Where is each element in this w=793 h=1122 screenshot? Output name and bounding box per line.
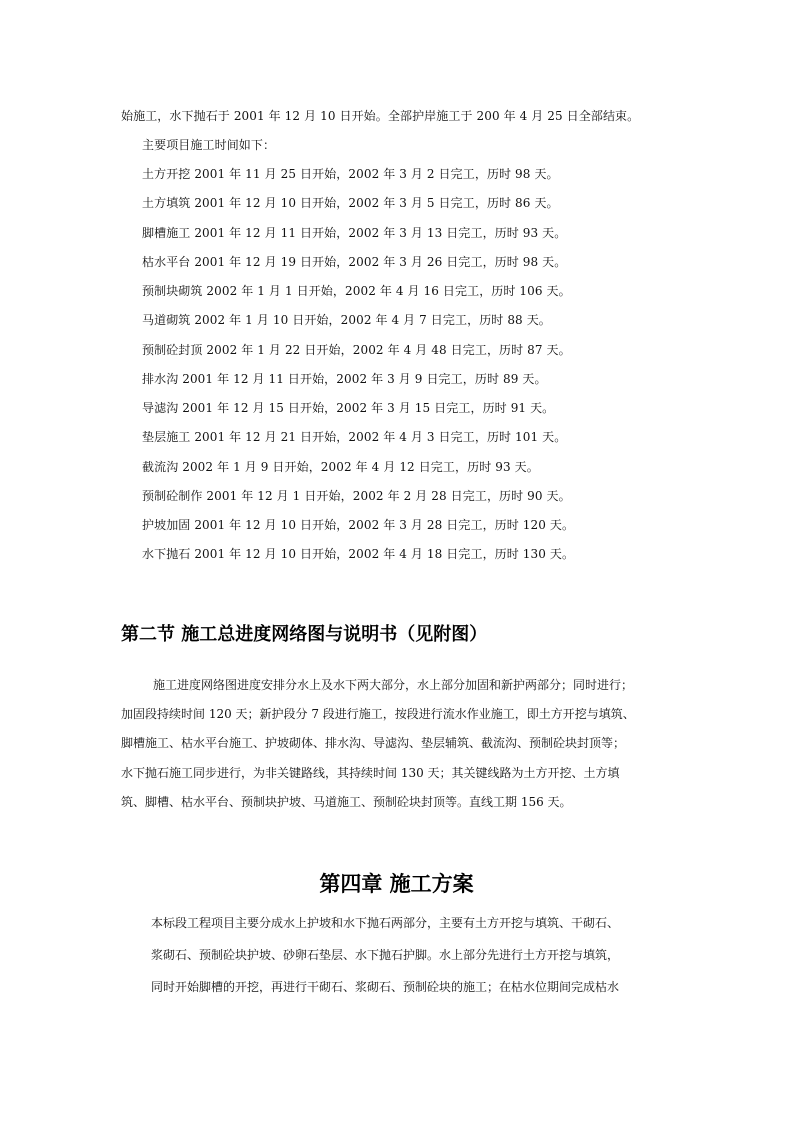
paragraph-line: 水下抛石施工同步进行，为非关键路线，其持续时间 130 天；其关键线路为土方开挖、土方填 [121, 766, 620, 780]
paragraph-line: 加固段持续时间 120 天；新护段分 7 段进行施工，按段进行流水作业施工，即土方开挖与填筑、 [121, 707, 635, 721]
schedule-item: 截流沟 2002 年 1 月 9 日开始，2002 年 4 月 12 日完工，历时 93 天。 [142, 460, 539, 474]
schedule-item: 垫层施工 2001 年 12 月 21 日开始，2002 年 4 月 3 日完工，历时 101 天。 [142, 430, 567, 444]
section-heading: 第二节 施工总进度网络图与说明书（见附图） [121, 624, 488, 645]
schedule-item: 水下抛石 2001 年 12 月 10 日开始，2002 年 4 月 18 日完工，历时 130 天。 [142, 547, 575, 561]
paragraph-line: 脚槽施工、枯水平台施工、护坡砌体、排水沟、导滤沟、垫层辅筑、截流沟、预制砼块封顶等； [121, 736, 626, 750]
intro-line-2: 主要项目施工时间如下： [142, 138, 276, 152]
schedule-item: 脚槽施工 2001 年 12 月 11 日开始，2002 年 3 月 13 日完工，历时 93 天。 [142, 226, 567, 240]
paragraph-line: 浆砌石、预制砼块护坡、砂卵石垫层、水下抛石护脚。水上部分先进行土方开挖与填筑， [151, 948, 620, 962]
schedule-item: 马道砌筑 2002 年 1 月 10 日开始，2002 年 4 月 7 日完工，历时 88 天。 [142, 313, 551, 327]
paragraph-line: 同时开始脚槽的开挖，再进行干砌石、浆砌石、预制砼块的施工；在枯水位期间完成枯水 [151, 980, 620, 994]
schedule-item: 土方填筑 2001 年 12 月 10 日开始，2002 年 3 月 5 日完工，历时 86 天。 [142, 196, 559, 210]
paragraph-line: 施工进度网络图进度安排分水上及水下两大部分，水上部分加固和新护两部分；同时进行； [153, 678, 634, 692]
schedule-item: 土方开挖 2001 年 11 月 25 日开始，2002 年 3 月 2 日完工，历时 98 天。 [142, 167, 559, 181]
schedule-item: 护坡加固 2001 年 12 月 10 日开始，2002 年 3 月 28 日完工，历时 120 天。 [142, 518, 575, 532]
schedule-item: 预制块砌筑 2002 年 1 月 1 日开始，2002 年 4 月 16 日完工，历时 106 天。 [142, 284, 571, 298]
intro-line-1: 始施工，水下抛石于 2001 年 12 月 10 日开始。全部护岸施工于 200 年 4 月 25 日全部结束。 [121, 109, 640, 123]
paragraph-line: 本标段工程项目主要分成水上护坡和水下抛石两部分，主要有土方开挖与填筑、干砌石、 [151, 916, 620, 930]
schedule-item: 排水沟 2001 年 12 月 11 日开始，2002 年 3 月 9 日完工，历时 89 天。 [142, 372, 547, 386]
chapter-heading: 第四章 施工方案 [319, 872, 474, 896]
schedule-item: 导滤沟 2001 年 12 月 15 日开始，2002 年 3 月 15 日完工，历时 91 天。 [142, 401, 555, 415]
schedule-item: 预制砼封顶 2002 年 1 月 22 日开始，2002 年 4 月 48 日完工，历时 87 天。 [142, 343, 571, 357]
paragraph-line: 筑、脚槽、枯水平台、预制块护坡、马道施工、预制砼块封顶等。直线工期 156 天。 [121, 795, 572, 809]
schedule-item: 预制砼制作 2001 年 12 月 1 日开始，2002 年 2 月 28 日完工，历时 90 天。 [142, 489, 571, 503]
schedule-item: 枯水平台 2001 年 12 月 19 日开始，2002 年 3 月 26 日完工，历时 98 天。 [142, 255, 567, 269]
